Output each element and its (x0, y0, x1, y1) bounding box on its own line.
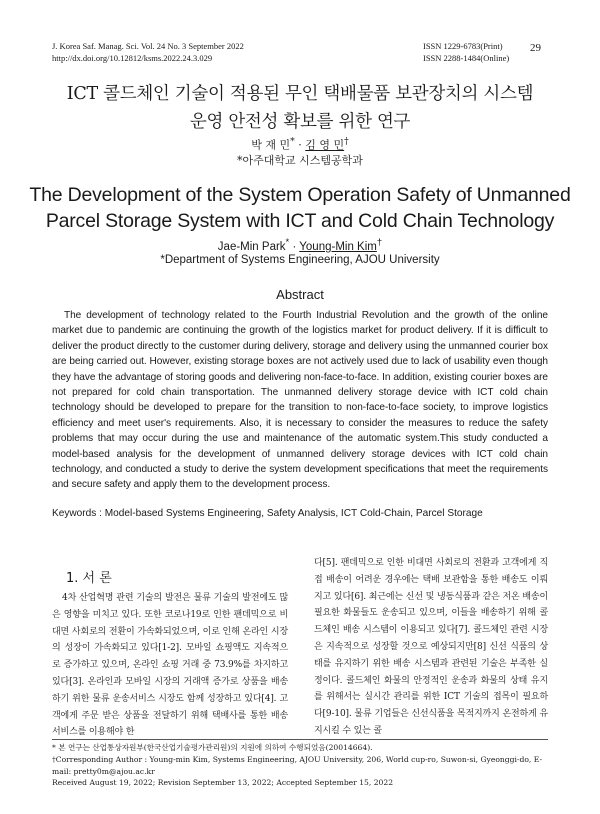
footnote-dates: Received August 19, 2022; Revision September 13, 2022; Accepted September 15, 2022 (52, 778, 394, 787)
abstract-body: The development of technology related to the Fourth Industrial Revolution and the growth of the online market due to pandemic are continuing the growth of the logistics market for product delivery. If it is difficult to deliver the product directly to the customer during delivery, storage and delivery using the unmanned courier box are being carried out. However, existing storage boxes are not actively used due to lack of usability even though they have the advantage of storing goods and delivering non-face-to-face. In addition, existing courier boxes are not prepared for cold chain transportation. The unmanned delivery storage device with ICT cold chain technology should be developed to prepare for the transition to non-face-to-face society, to improve logistics efficiency and meet user's requirements. Also, it is necessary to consider the measures to reduce the safety problems that may occur during the use and maintenance of the automatic system.This study conducted a model-based analysis for the development of unmanned delivery storage devices with ICT cold chain technology, and conducted a study to derive the system development specifications that meet the requirements and secure safety and apply them to the development process. (52, 310, 548, 491)
english-author1-mark: * (285, 237, 290, 248)
journal-volume-line: J. Korea Saf. Manag. Sci. Vol. 24 No. 3 September 2022 (52, 41, 244, 51)
body-text-left: 4차 산업혁명 관련 기술의 발전은 물류 기술의 발전에도 많은 영향을 미치고 있다. 또한 코로나19로 인한 팬데믹으로 비대면 사회로의 전환이 가속화되었으며, 이로 인해 온라인 시장의 성장이 가속화되고 있다[1-2]. 모바일 쇼핑액도 지속적으로 증가하고 있으며, 온라인 쇼핑 거래 중 73.9%를 차지하고 있다[3]. 온라인과 모바일 시장의 거래액 증가로 상품을 배송하기 위한 물류 운송서비스 시장도 함께 성장하고 있다[4]. 고객에게 주문 받은 상품을 전달하기 위해 택배사를 통한 배송 서비스를 이용해야 한 (52, 593, 288, 738)
english-authors (0, 237, 600, 253)
korean-title-line1: ICT 콜드체인 기술이 적용된 무인 택배물품 보관장치의 시스템 (66, 84, 534, 104)
korean-title-line2: 운영 안전성 확보를 위한 연구 (189, 112, 411, 132)
page-number: 29 (530, 42, 541, 54)
english-title-line1: The Development of the System Operation Safety of Unmanned (29, 184, 571, 206)
issn-online: ISSN 2288-1484(Online) (423, 53, 510, 63)
journal-citation (52, 40, 244, 64)
issn-print: ISSN 1229-6783(Print) (423, 41, 503, 51)
english-affiliation: *Department of Systems Engineering, AJOU University (160, 254, 440, 266)
footnote-corresponding-author: †Corresponding Author : Young-min Kim, Systems Engineering, AJOU University, 206, World cup-ro, Suwon-si, Gyeonggi-do, E-mail: pretty0m@ajou.ac.kr (52, 755, 543, 776)
korean-author2: 김 영 민 (305, 138, 345, 152)
issn-block (423, 40, 509, 64)
keywords (52, 508, 548, 519)
author-separator: · (294, 138, 306, 152)
korean-author1: 박 재 민 (251, 138, 291, 152)
keywords-label: Keywords : (52, 508, 105, 519)
footnote-funding: * 본 연구는 산업통상자원부(한국산업기술평가관리원)의 지원에 의하여 수행되었음(20014664). (52, 743, 373, 752)
english-author2: Young-Min Kim (299, 240, 377, 253)
korean-affiliation: *아주대학교 시스템공학과 (237, 154, 363, 167)
korean-authors (0, 136, 600, 153)
korean-author2-mark: † (344, 136, 349, 147)
english-author1: Jae-Min Park (217, 240, 286, 253)
abstract-heading: Abstract (276, 287, 324, 302)
keywords-list: Model-based Systems Engineering, Safety Analysis, ICT Cold-Chain, Parcel Storage (104, 508, 483, 519)
english-author2-mark: † (376, 237, 383, 248)
section-heading: 1. 서 론 (66, 571, 112, 586)
english-title-line2: Parcel Storage System with ICT and Cold Chain Technology (45, 210, 555, 232)
english-author-separator: · (289, 240, 300, 253)
body-column-right: 다[5]. 팬데믹으로 인한 비대면 사회로의 전환과 고객에게 직접 배송이 어려운 경우에는 택배 보관함을 통한 배송도 이뤄지고 있다[6]. 최근에는 신선 및 냉동식품과 같은 저온 배송이 필요한 화물들도 운송되고 있으며, 이들을 배송하기 위해 콜드체인 배송 시스템이 이용되고 있다[7]. 콜드체인 관련 시장은 지속적으로 성장할 것으로 예상되지만[8] 신선 식품의 상태를 유지하기 위한 배송 시스템과 관련된 기술은 부족한 실정이다. 콜드체인 화물의 안정적인 운송과 화물의 상태 유지를 위해서는 실시간 관리를 위한 ICT 기술의 접목이 필요하다[9-10]. 물류 기업들은 신선식품을 목적지까지 온전하게 유지시킬 수 있는 콜 (314, 558, 548, 736)
footnote-divider (52, 739, 548, 740)
body-column-left (52, 590, 288, 741)
korean-author1-mark: * (290, 136, 295, 147)
doi-link[interactable]: http://dx.doi.org/10.12812/ksms.2022.24.3.029 (52, 53, 213, 63)
